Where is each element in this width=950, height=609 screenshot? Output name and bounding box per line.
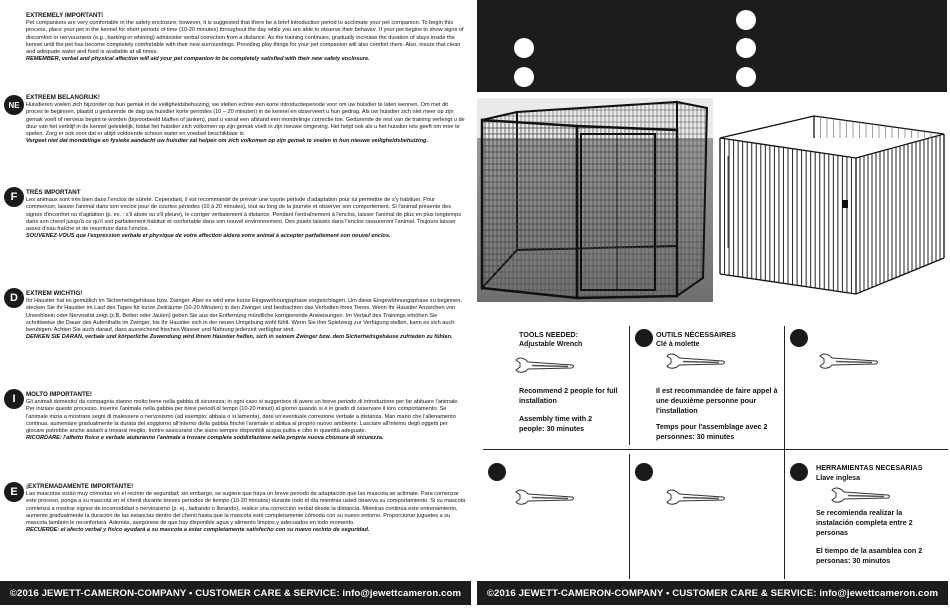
section-closing: RECUERDE: el afecto verbal y físico ayudará a su mascota a estar completamente satisfecho con su nuevo recinto de seguridad. (26, 527, 370, 534)
section-body: Huisdieren voelen zich bijzonder op hun gemak in de veiligheidsbehuizing, we stellen echter een korte introductieperiode voor om uw huisdier te laten wennen. Om met dit proces te beginnen, plaatst u gedurende de dag uw huisdier korte periodes (10 – 20 minuten) in de kennel en observeert u hun gedrag. Als uw huisdier zich niet meer op zijn gemak voelt of nerveus begint te worden (bijvoorbeeld blaffen of janken), past u vanaf een afstand een mondelinge correctie toe. Gedurende de rest van de training verlengt u de duur van het verblijf in de kennel geleidelijk, totdat het huisdier zich volkomen op zijn gemak voelt in zijn nieuwe omgeving. Het helpt ook als u het huisdier iets geeft om mee te spelen. Zorg er ook voor dat er altijd voldoende schoon water en voedsel beschikbaar is. (26, 102, 465, 138)
section-closing: REMEMBER, verbal and physical affection will aid your pet companion to be completely satisfied with their new safety enclosure. (26, 56, 370, 63)
step-circle (488, 463, 506, 481)
step-circle (790, 463, 808, 481)
section-english (26, 12, 466, 64)
instructions-column (0, 0, 474, 581)
section-french (26, 189, 466, 241)
recommend-text-fr: Il est recommandée de faire appel à une deuxième personne pour l'installation (656, 386, 778, 415)
recommend-text-es: Se recomienda realizar la instalación completa entre 2 personas (816, 508, 913, 537)
adjustable-wrench-icon (514, 356, 576, 374)
step-circle (790, 329, 808, 347)
adjustable-wrench-icon (818, 352, 880, 370)
step-circle (635, 463, 653, 481)
panel-divider (629, 454, 630, 579)
time-text-fr: Temps pour l'assemblage avec 2 personnes: 30 minutes (656, 422, 768, 441)
section-heading: TRÈS IMPORTANT (26, 189, 81, 196)
panel-divider (483, 449, 948, 450)
language-badge-d: D (4, 288, 24, 308)
kennel-photo (477, 98, 713, 302)
time-text-en: Assembly time with 2 people: 30 minutes (519, 414, 593, 433)
section-closing: Vergeet niet dat mondelinge en fysieke aandacht uw huisdier zal helpen om zich volkomen op zijn gemak te voelen in hun nieuwe veiligheidsbehuizing. (26, 138, 429, 145)
kennel-render (716, 98, 948, 302)
section-closing: SOUVENEZ-VOUS que l'expression verbale et physique de votre affection aidera votre animal à accepter parfaitement son nouvel enclos. (26, 233, 391, 240)
section-body: Ihr Haustier hat es gemütlich im Sicherheitsgehäuse bzw. Zwinger. Aber es wird eine kurze Eingewöhnungsphase vorgeschlagen. Um diese Eingewöhnungsphase zu beginnen, stecken Sie ihr Haustier im Lauf des Tages für kurze Zeiträume (10-20 Minuten) in den Zwinger und beobachten das Verhalten ihres Tieres. Wenn Ihr Haustier Anzeichen von Unwohlsein oder Nervosität zeigt (z.B. Bellen oder Jaulen) geben Sie aus der Entfernung mündliche korrigierende Anweisungen. Im Verlauf des Trainings erhöhen Sie schrittweise die Dauer des Aufenthalts im Zwinger, bis Ihr Haustier sich in der neuen Umgebung wohl fühlt. Wenn Sie ihm Spielzeug zur Verfügung stellen, kann es sich auch beruhigen. Achten Sie auch darauf, dass ausreichend frisches Wasser und Nahrung jederzeit verfügbar sind. (26, 298, 462, 334)
section-spanish (26, 483, 466, 535)
step-circle (514, 38, 534, 58)
section-body: Las mascotas están muy cómodas en el recinto de seguridad; sin embargo, se sugiere que haya un breve periodo de adaptación que las mascota se aclimate. Para comenzar este proceso, ponga a su mascota en el chenil durante breves periodos de tiempo (10-20 minutos) durante todo el día mientras usted observa su comportamiento. Si su mascota comienza a mostrar signos de incomodidad o nerviosismo (p. ej., ladrando o llorando), realice una corrección verbal desde la distancia. Mientras continúa este entrenamiento, aumente gradualmente la duración de las estancias dentro del chenil hasta que la mascota esté completamente cómoda con su nuevo entorno. Proporcionar juguetes a su mascota también le reconfortará. Además, asegúrese de que hay disponible agua y alimento limpios y adecuados en todo momento. (26, 491, 466, 527)
tools-item-en: Adjustable Wrench (519, 341, 583, 348)
step-circle (736, 38, 756, 58)
time-text-es: El tiempo de la asamblea con 2 personas: 30 minutos (816, 546, 923, 565)
section-body: Pet companions are very comfortable in the safety enclosure; however, it is suggested that there be a brief introduction period to acclimate your pet companion. To begin this process, place your pet in the kennel for short periods of time (10-20 minutes) throughout the day while you are able to observe their behavior. If your pet begins to show signs of discomfort or nervousness (e.g., barking or whining) administer verbal correction from a distance. As the training continues, gradually increase the duration of stays inside the kennel until the pet has become completely comfortable with their new surroundings. Providing play things for your pet companion will also comfort them. Also, insure that clean and adequate water and food is available at all times. (26, 20, 464, 56)
tools-item-fr: Clé à molette (656, 341, 700, 348)
adjustable-wrench-icon (665, 488, 727, 506)
footer-right: ©2016 JEWETT-CAMERON-COMPANY • CUSTOMER CARE & SERVICE: info@jewettcameron.com (477, 581, 948, 605)
tools-item-es: Llave inglesa (816, 475, 860, 482)
section-italian (26, 391, 466, 443)
language-badge-f: F (4, 187, 24, 207)
tools-title-es: HERRAMIENTAS NECESARIAS (816, 463, 923, 472)
section-body: Les animaux sont très bien dans l'enclos de sûreté. Cependant, il est recommandé de prévoir une courte période d'adaptation pour lui permettre de s'y habituer. Pour commencer, laisser l'animal dans son enclos pour de courtes périodes (10 à 20 minutes), tout au long de la journée et observer son comportement. Si l'animal présente des signes d'inconfort ou d'agitation (p. ex. : s'il aboie ou s'il pleure), le corriger verbalement à distance. Pendant l'entraînement à l'enclos, laisser l'animal de plus en plus longtemps dans son chenil jusqu'à ce qu'il soit parfaitement habitué et confortable dans son nouvel environnement. Des jouets laissés dans l'enclos rassureront l'animal. Toujours laisser assez d'eau fraîche et de nourriture dans l'enclos. (26, 197, 462, 233)
top-banner (477, 0, 947, 92)
footer-left: ©2016 JEWETT-CAMERON-COMPANY • CUSTOMER CARE & SERVICE: info@jewettcameron.com (0, 581, 471, 605)
language-badge-ne: NE (4, 95, 24, 115)
step-circle (736, 10, 756, 30)
panel-divider (784, 326, 785, 579)
section-heading: MOLTO IMPORTANTE! (26, 391, 92, 398)
section-heading: ¡EXTREMADAMENTE IMPORTANTE! (26, 483, 134, 490)
section-dutch (26, 94, 466, 146)
section-closing: DENKEN SIE DARAN, verbale und körperliche Zuwendung wird Ihrem Haustier helfen, sich in seinem Zwinger bzw. dem Sicherheitsgehäuse zufrieden zu fühlen. (26, 334, 453, 341)
panel-divider (629, 326, 630, 445)
tools-title-en: TOOLS NEEDED: (519, 330, 578, 339)
recommend-text-en: Recommend 2 people for full installation (519, 386, 618, 405)
section-german (26, 290, 466, 342)
language-badge-i: I (4, 389, 24, 409)
section-heading: EXTREEM BELANGRIJK! (26, 94, 100, 101)
section-closing: RICORDARE: l'affetto fisico e verbale aiuteranno l'animale a trovare completa soddisfazione nella propria nuova chiusura di sicurezza. (26, 435, 384, 442)
section-body: Gli animali domestici da compagnia stanno molto bene nella gabbia di sicurezza; in ogni caso si suggerisce di avere un breve periodo di introduzione per far abituare l'animale. Per iniziare questo processo, inserire l'animale nella gabbia per brevi periodi di tempo (10-20 minuti) al giorno quando si è in grado di osservare il loro comportamento. Se l'animale inizia a mostrare segni di malessere o nervosismo (ad esempio: abbaia o si lamenta), dare un'eventuale correzione verbale a distanza. Man mano che l'allenamento continua, aumentare gradualmente la durata del soggiorno all'interno della gabbia finché l'animale si abitua al proprio nuovo ambiente. Lasciare all'interno degli oggetti per giocare potrebbe anche aiutarli a trovarsi meglio. Inoltre assicurarsi che siano sempre disponibili acqua pulita e cibo in quantità adeguate. (26, 399, 459, 435)
adjustable-wrench-icon (665, 352, 727, 370)
step-circle (514, 67, 534, 87)
adjustable-wrench-icon (514, 488, 576, 506)
adjustable-wrench-icon (830, 486, 892, 504)
step-circle (736, 67, 756, 87)
section-heading: EXTREMELY IMPORTANT! (26, 12, 104, 19)
language-badge-e: E (4, 482, 24, 502)
tools-title-fr: OUTILS NÉCESSAIRES (656, 330, 736, 339)
section-heading: EXTREM WICHTIG! (26, 290, 83, 297)
step-circle (635, 329, 653, 347)
